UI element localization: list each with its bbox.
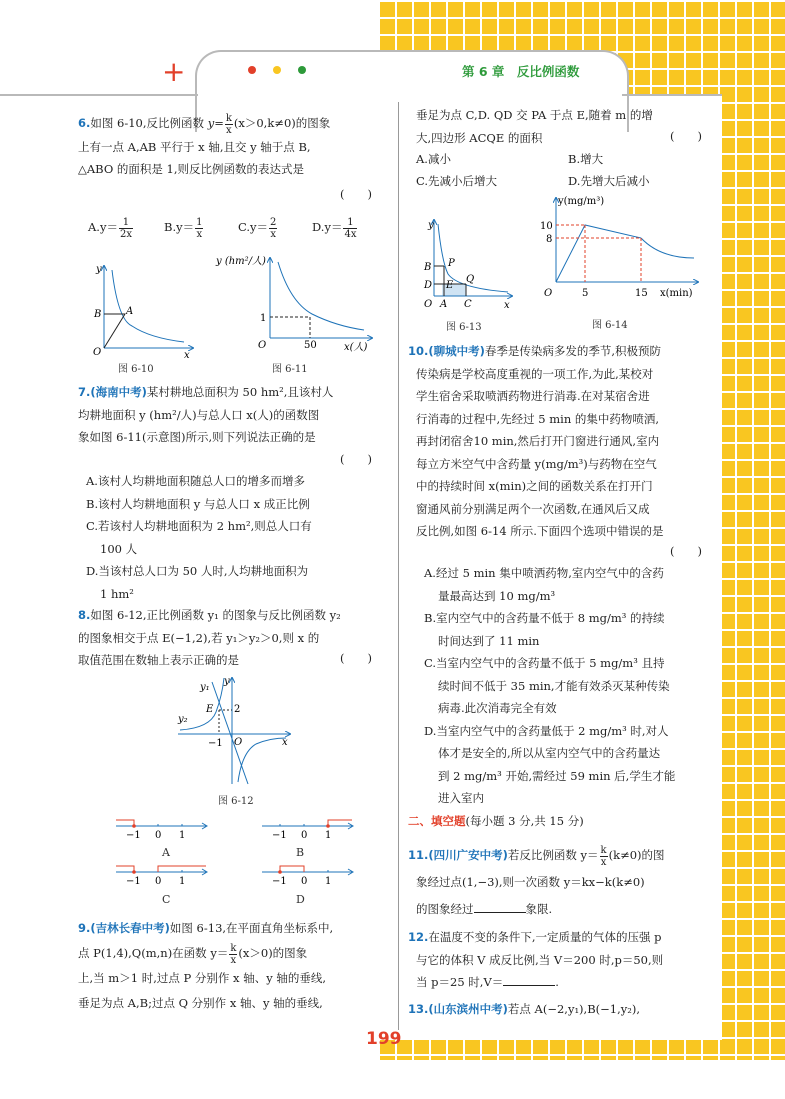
svg-text:0: 0 (301, 876, 308, 887)
option-a[interactable]: A.该村人均耕地面积随总人口的增多而增多 (86, 474, 305, 488)
svg-text:−1: −1 (272, 876, 287, 887)
answer-paren: ( ) (340, 452, 372, 466)
figure-caption: 图 6-13 (446, 322, 482, 333)
red-dot-icon (248, 66, 256, 74)
point-b-label: B (94, 309, 102, 320)
axis-y-label: y (428, 220, 434, 231)
answer-blank[interactable] (474, 900, 526, 913)
axis-x-label: x(人) (344, 342, 368, 353)
question-source: (四川广安中考) (428, 848, 508, 862)
option-b[interactable]: B.该村人均耕地面积 y 与总人口 x 成正比例 (86, 496, 310, 511)
question-source: (吉林长春中考) (90, 921, 170, 935)
question-13: 13.(山东滨州中考)若点 A(−2,y₁),B(−1,y₂), (408, 1002, 640, 1016)
column-divider (398, 102, 399, 1030)
tick-5: 5 (582, 288, 589, 299)
origin-label: O (544, 288, 553, 299)
number-line-d[interactable] (258, 860, 358, 892)
svg-text:0: 0 (155, 876, 162, 887)
point-d-label: D (424, 280, 433, 291)
svg-text:1: 1 (325, 876, 332, 887)
number-line-a[interactable] (112, 814, 212, 846)
fraction: $\frac{k}{x}$ (225, 112, 232, 136)
option-c[interactable]: C.当室内空气中的含药量不低于 5 mg/m³ 且持 (424, 656, 665, 670)
question-number: 6. (78, 116, 91, 130)
option-a[interactable]: A.经过 5 min 集中喷洒药物,室内空气中的含药 (424, 566, 664, 580)
figure-caption: 图 6-12 (218, 796, 254, 807)
number-line-c[interactable] (112, 860, 212, 892)
question-7-options (86, 470, 386, 605)
origin-label: O (234, 737, 243, 748)
tick-minus1: −1 (208, 738, 223, 749)
figure-caption: 图 6-11 (272, 364, 308, 375)
option-d[interactable]: D.先增大后减小 (568, 174, 650, 188)
number-line-b[interactable] (258, 814, 358, 846)
tick-10: 10 (540, 221, 553, 232)
tick-1: 1 (260, 313, 267, 324)
option-a[interactable]: A.y＝ $\frac{1}{2x}$ (88, 216, 132, 240)
series-y2-label: y₂ (178, 714, 188, 725)
question-number: 8. (78, 608, 91, 622)
green-dot-icon (298, 66, 306, 74)
svg-text:−1: −1 (126, 876, 141, 887)
svg-text:1: 1 (179, 830, 186, 841)
figure-6-11 (212, 250, 382, 360)
option-b[interactable]: B.室内空气中的含药量不低于 8 mg/m³ 的持续 (424, 611, 665, 625)
axis-x-label: x(min) (660, 288, 693, 299)
option-c[interactable]: C.y＝ $\frac{2}{x}$ (238, 216, 277, 240)
question-7: 7.(海南中考)某村耕地总面积为 50 hm²,且该村人 均耕地面积 y (hm²/人)与总人口 x(人)的函数图 象如图 6-11(示意图)所示,则下列说法正确的是 (78, 385, 334, 444)
origin-label: O (93, 347, 102, 358)
option-b[interactable]: B.y＝ $\frac{1}{x}$ (164, 216, 203, 240)
svg-text:−1: −1 (126, 830, 141, 841)
number-line-label-b: B (296, 846, 305, 859)
axis-y-label: y (96, 264, 102, 275)
option-b[interactable]: B.增大 (568, 152, 604, 166)
tick-8: 8 (546, 234, 553, 245)
question-6: 6.如图 6-10,反比例函数 y= $\frac{k}{x}$ (x＞0,k≠0)的图象 上有一点 A,AB 平行于 x 轴,且交 y 轴于点 B, △ABO 的面积是 1,则反比例函数的表达式是 (78, 112, 331, 176)
figure-6-10 (88, 258, 198, 358)
axis-x-label: x (184, 350, 190, 358)
point-e-label: E (206, 704, 214, 715)
question-number: 10. (408, 344, 429, 358)
question-8: 8.如图 6-12,正比例函数 y₁ 的图象与反比例函数 y₂ 的图象相交于点 E(−1,2),若 y₁＞y₂＞0,则 x 的 取值范围在数轴上表示正确的是 (78, 608, 341, 667)
answer-paren: ( ) (670, 544, 702, 558)
axis-x-label: x (282, 737, 288, 748)
tick-2: 2 (234, 704, 241, 715)
point-p-label: P (448, 258, 455, 269)
option-c[interactable]: C.先减小后增大 (416, 174, 498, 188)
answer-blank[interactable] (503, 973, 555, 986)
question-10-options: A.经过 5 min 集中喷洒药物,室内空气中的含药 量最高达到 10 mg/m³ B.室内空气中的含药量不低于 8 mg/m³ 的持续 时间达到了 11 min C.当室内空气中的含药量不低于 5 mg/m³ 且持 续时间不低于 35 min,才能有效杀灭某种传染 病毒.此次消毒完全有效 D.当室内空气中的含药量低于 2 mg/m³ 时,对人 体才是安全的,所以从室内空气中的含药量达 到 2 mg/m³ 开始,需经过 59 min 后,学生才能 进入室内 (424, 562, 716, 810)
header-rule-right (622, 94, 722, 96)
question-source: (海南中考) (90, 385, 147, 399)
option-d[interactable]: D.当室内空气中的含药量低于 2 mg/m³ 时,对人 (424, 723, 669, 738)
option-c[interactable]: C.若该村人均耕地面积为 2 hm²,则总人口有 (86, 519, 312, 533)
number-line-label-d: D (296, 893, 305, 906)
svg-text:−1: −1 (272, 830, 287, 841)
figure-caption: 图 6-10 (118, 364, 154, 375)
figure-caption: 图 6-14 (592, 320, 628, 331)
option-d-cont: 1 hm² (100, 586, 134, 601)
section-heading: 二、填空题(每小题 3 分,共 15 分) (408, 814, 584, 828)
answer-paren: ( ) (340, 187, 372, 201)
option-d[interactable]: D.y＝ $\frac{1}{4x}$ (312, 216, 357, 240)
question-12: 12.在温度不变的条件下,一定质量的气体的压强 p 与它的体积 V 成反比例,当 V＝200 时,p＝50,则 当 p＝25 时,V＝ . (408, 930, 664, 989)
figure-6-12 (170, 672, 300, 788)
question-9-continued: 垂足为点 C,D. QD 交 PA 于点 E,随着 m 的增 大,四边形 ACQE 的面积 (416, 108, 653, 145)
point-e-label: E (446, 280, 454, 291)
yellow-dot-icon (273, 66, 281, 74)
crosshair-plus-icon: + (162, 55, 186, 88)
svg-text:1: 1 (179, 876, 186, 887)
chapter-title: 第 6 章 反比例函数 (462, 64, 580, 79)
svg-text:0: 0 (301, 830, 308, 841)
question-number: 11. (408, 848, 429, 862)
header-rule-left (0, 94, 198, 96)
svg-text:0: 0 (155, 830, 162, 841)
tick-15: 15 (635, 288, 648, 299)
question-source: (山东滨州中考) (428, 1002, 508, 1016)
point-c-label: C (464, 299, 472, 310)
question-number: 9. (78, 921, 91, 935)
axis-y-label: y (hm²/人) (216, 256, 266, 267)
origin-label: O (424, 299, 433, 310)
point-a-label: A (126, 306, 134, 317)
question-10: 10.(聊城中考)春季是传染病多发的季节,积极预防 传染病是学校高度重视的一项工作,为此,某校对 学生宿舍采取喷洒药物进行消毒.在对某宿舍进 行消毒的过程中,先经过 5 min 的集中药物喷洒, 再封闭宿舍10 min,然后打开门窗进行通风,室内 每立方米空气中含药量 y(mg/m³)与药物在空气 中的持续时间 x(min)之间的函数关系在打开门 窗通风前分别满足两个一次函数,在通风后又成 反比例,如图 6-14 所示.下面四个选项中错误的是 (408, 344, 664, 538)
number-line-label-c: C (162, 893, 171, 906)
answer-paren: ( ) (670, 129, 702, 143)
answer-paren: ( ) (340, 651, 372, 665)
figure-6-13 (418, 214, 518, 314)
page-number: 199 (366, 1029, 402, 1049)
axis-x-label: x (504, 300, 510, 311)
question-11: 11.(四川广安中考)若反比例函数 y＝ $\frac{k}{x}$ (k≠0)的图 象经过点(1,−3),则一次函数 y＝kx−k(k≠0) 的图象经过 象限. (408, 844, 665, 916)
point-q-label: Q (466, 274, 475, 285)
axis-y-label: y(mg/m³) (558, 196, 605, 207)
point-a-label: A (440, 299, 448, 310)
number-line-label-a: A (162, 846, 170, 859)
tick-50: 50 (304, 340, 317, 351)
axis-y-label: y (224, 676, 230, 687)
option-c-cont: 100 人 (100, 541, 138, 556)
question-source: (聊城中考) (428, 344, 485, 358)
question-number: 7. (78, 385, 91, 399)
figure-6-14 (530, 192, 710, 312)
origin-label: O (258, 340, 267, 351)
question-number: 13. (408, 1002, 429, 1016)
question-9: 9.(吉林长春中考)如图 6-13,在平面直角坐标系中, 点 P(1,4),Q(m,n)在函数 y＝ $\frac{k}{x}$ (x＞0)的图象 上,当 m＞1 时,过点 P 分别作 x 轴、y 轴的垂线, 垂足为点 A,B;过点 Q 分别作 x 轴、y 轴的垂线, (78, 921, 334, 1010)
series-y1-label: y₁ (200, 682, 210, 693)
option-d[interactable]: D.当该村总人口为 50 人时,人均耕地面积为 (86, 564, 309, 578)
point-b-label: B (424, 262, 432, 273)
question-number: 12. (408, 930, 429, 944)
option-a[interactable]: A.减小 (416, 152, 451, 166)
svg-text:1: 1 (325, 830, 332, 841)
